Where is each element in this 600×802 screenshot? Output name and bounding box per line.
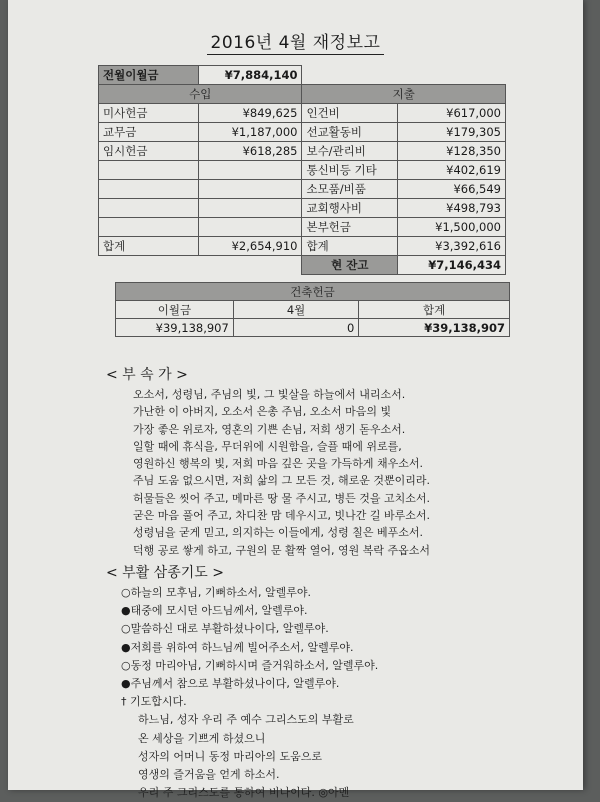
building-fund-header: 건축헌금	[116, 283, 510, 301]
response-marker: ○	[121, 658, 131, 672]
response-text: 저희를 위하여 하느님께 빌어주소서, 알렐루야.	[130, 640, 354, 654]
prayer-heading: < 부활 삼종기도 >	[106, 565, 224, 581]
building-april-value: 0	[233, 319, 358, 337]
building-col-carryover: 이월금	[116, 301, 234, 319]
prev-balance-value: ¥7,884,140	[198, 66, 302, 85]
expense-value: ¥1,500,000	[398, 218, 506, 237]
expense-value: ¥66,549	[398, 180, 506, 199]
building-total-value: ¥39,138,907	[359, 319, 510, 337]
response-text: 태중에 모시던 아드님께서, 알렐루야.	[130, 604, 308, 618]
prayer-body-line: 우리 주 그리스도를 통하여 비나이다. ◎아멘	[138, 786, 350, 800]
building-fund-table	[115, 282, 510, 337]
hymn-line: 가장 좋은 위로자, 영혼의 기쁜 손님, 저희 생기 돋우소서.	[133, 422, 406, 436]
response-text: 주님께서 참으로 부활하셨나이다, 알렐루야.	[130, 676, 340, 690]
hymn-heading: < 부 속 가 >	[106, 367, 188, 383]
expense-label: 선교활동비	[302, 123, 398, 142]
income-value	[198, 199, 302, 218]
expense-total-label: 합계	[302, 237, 398, 256]
ledger-row	[99, 180, 506, 199]
prayer-response	[121, 657, 561, 675]
expense-total-value: ¥3,392,616	[398, 237, 506, 256]
expense-value: ¥179,305	[398, 123, 506, 142]
expense-label: 인건비	[302, 104, 398, 123]
expense-label: 교회행사비	[302, 199, 398, 218]
building-col-april: 4월	[233, 301, 358, 319]
hymn-line: 오소서, 성령님, 주님의 빛, 그 빛살을 하늘에서 내리소서.	[133, 388, 406, 401]
hymn-line: 허물들은 씻어 주고, 메마른 땅 물 주시고, 병든 것을 고치소서.	[133, 491, 430, 505]
balance-label: 현 잔고	[302, 256, 398, 275]
prayer-body	[121, 584, 561, 802]
income-label: 임시헌금	[99, 142, 199, 161]
balance-value: ¥7,146,434	[398, 256, 506, 275]
hymn-line: 굳은 마음 풀어 주고, 차디찬 맘 데우시고, 빗나간 길 바루소서.	[133, 509, 430, 523]
bulletin-page	[8, 0, 583, 800]
prayer-body-line: 온 세상을 기쁘게 하셨으니	[138, 731, 266, 745]
income-label	[99, 218, 199, 237]
expense-label: 소모품/비품	[302, 180, 398, 199]
income-value: ¥618,285	[198, 142, 302, 161]
income-value: ¥1,187,000	[198, 123, 302, 142]
income-value	[198, 218, 302, 237]
hymn-line: 덕행 공로 쌓게 하고, 구원의 문 활짝 열어, 영원 복락 주옵소서	[133, 543, 430, 557]
hymn-body	[133, 386, 563, 559]
hymn-line: 영원하신 행복의 빛, 저희 마음 깊은 곳을 가득하게 채우소서.	[133, 457, 423, 471]
response-marker: ○	[121, 586, 131, 599]
income-label	[99, 161, 199, 180]
header-row	[99, 85, 506, 104]
expense-value: ¥128,350	[398, 142, 506, 161]
expense-label: 통신비등 기타	[302, 161, 398, 180]
ledger-row	[99, 142, 506, 161]
prayer-body-line: 하느님, 성자 우리 주 예수 그리스도의 부활로	[138, 713, 354, 727]
ledger-row	[99, 161, 506, 180]
income-header: 수입	[99, 85, 302, 104]
ledger-row	[99, 123, 506, 142]
expense-label: 본부헌금	[302, 218, 398, 237]
expense-header: 지출	[302, 85, 506, 104]
income-label: 교무금	[99, 123, 199, 142]
ledger-rows	[99, 104, 506, 237]
income-value	[198, 161, 302, 180]
response-text: 말씀하신 대로 부활하셨나이다, 알렐루야.	[130, 622, 329, 636]
hymn-line: 가난한 이 아버지, 오소서 은총 주님, 오소서 마음의 빛	[133, 405, 392, 419]
prayer-body-line: 성자의 어머니 동정 마리아의 도움으로	[138, 749, 323, 763]
income-label	[99, 199, 199, 218]
building-carryover-value: ¥39,138,907	[116, 319, 234, 337]
hymn-line: 성령님을 굳게 믿고, 의지하는 이들에게, 성령 칠은 베푸소서.	[133, 526, 423, 540]
prayer-response	[121, 584, 561, 602]
ledger-row	[99, 199, 506, 218]
income-value	[198, 180, 302, 199]
report-title-text: 2016년 4월 재정보고	[207, 33, 385, 55]
hymn-line: 주님 도움 없으시면, 저희 삶의 그 모든 것, 해로운 것뿐이리라.	[133, 474, 430, 488]
response-marker: ●	[121, 640, 131, 654]
expense-value: ¥498,793	[398, 199, 506, 218]
expense-value: ¥617,000	[398, 104, 506, 123]
expense-label: 보수/관리비	[302, 142, 398, 161]
income-total-label: 합계	[99, 237, 199, 256]
total-row	[99, 237, 506, 256]
hymn-line: 일할 때에 휴식을, 무더위에 시원함을, 슬플 때에 위로를,	[133, 439, 402, 453]
income-value: ¥849,625	[198, 104, 302, 123]
finance-table	[98, 65, 506, 275]
prayer-response	[121, 639, 561, 657]
income-label: 미사헌금	[99, 104, 199, 123]
prayer-response	[121, 620, 561, 638]
report-title	[8, 28, 583, 53]
response-marker: ●	[121, 604, 131, 618]
balance-row	[99, 256, 506, 275]
income-total-value: ¥2,654,910	[198, 237, 302, 256]
ledger-row	[99, 104, 506, 123]
income-label	[99, 180, 199, 199]
response-marker: ○	[121, 622, 131, 636]
prayer-intro: † 기도합시다.	[121, 695, 187, 709]
prayer-body-line: 영생의 즐거움을 얻게 하소서.	[138, 767, 280, 781]
prayer-response	[121, 675, 561, 693]
ledger-row	[99, 218, 506, 237]
response-text: 동정 마리아님, 기뻐하시며 즐거워하소서, 알렐루야.	[130, 658, 379, 672]
building-col-total: 합계	[359, 301, 510, 319]
prev-balance-label: 전월이월금	[99, 66, 199, 85]
response-text: 하늘의 모후님, 기뻐하소서, 알렐루야.	[130, 586, 311, 599]
prev-balance-row	[99, 66, 506, 85]
response-marker: ●	[121, 676, 131, 690]
expense-value: ¥402,619	[398, 161, 506, 180]
prayer-response	[121, 602, 561, 620]
